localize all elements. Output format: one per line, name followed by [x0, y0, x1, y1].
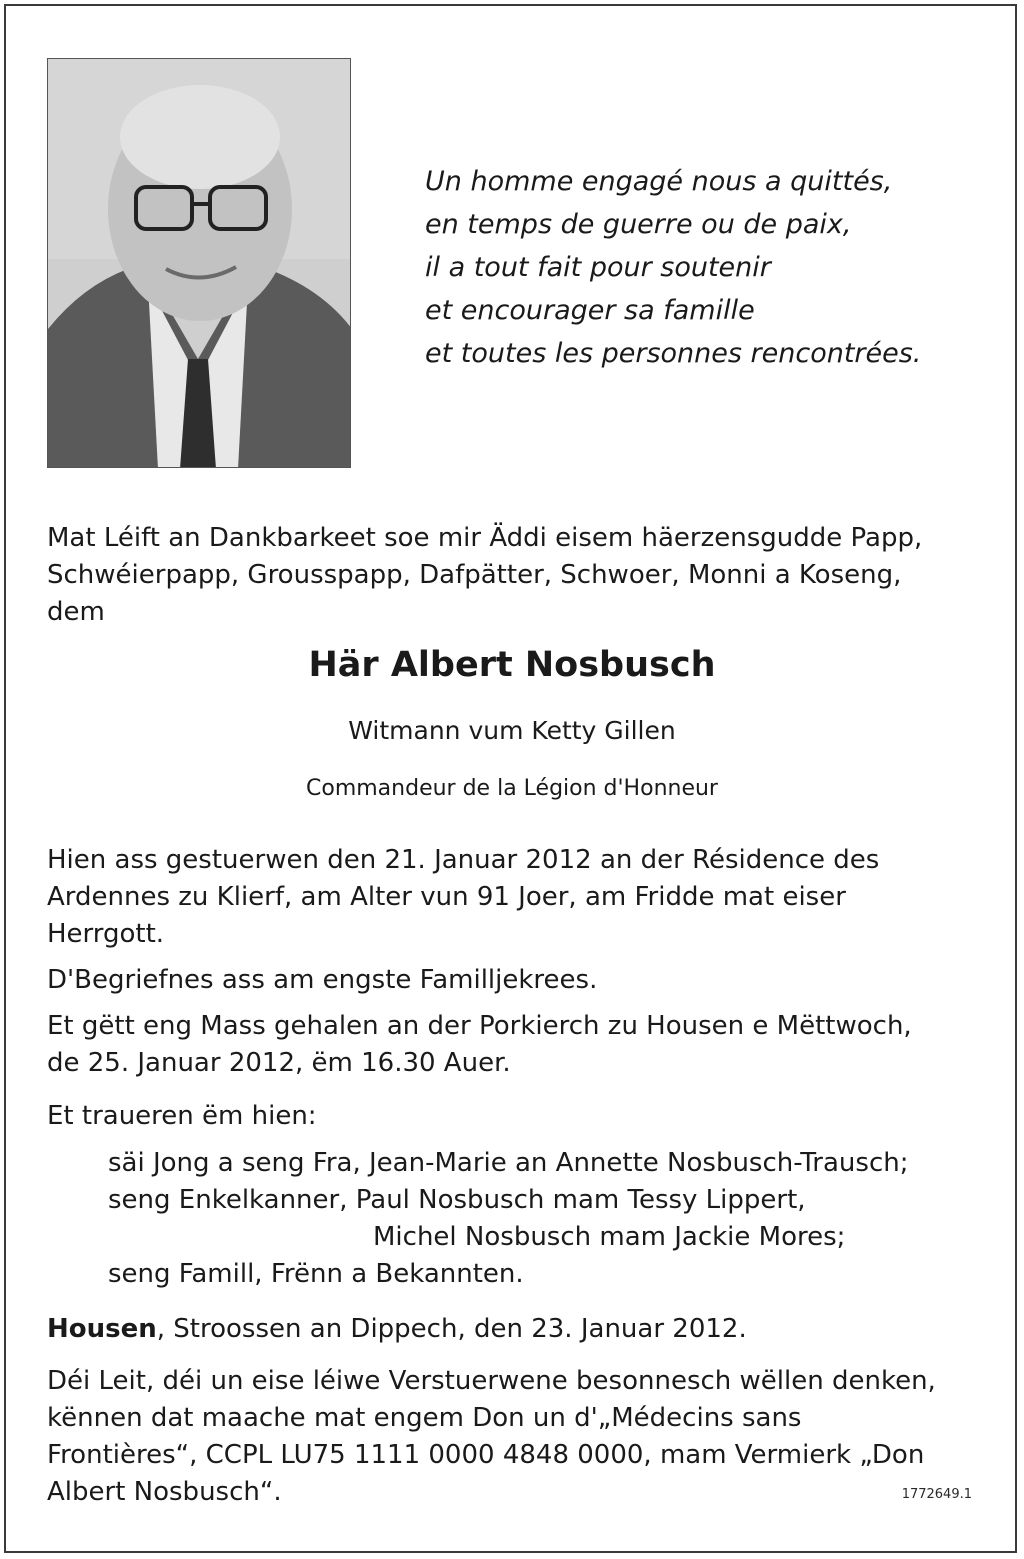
deceased-name: Här Albert Nosbusch	[308, 645, 716, 685]
mourning-intro	[47, 1098, 973, 1135]
donation-line: Déi Leit, déi un eise léiwe Verstuerwene besonnesch wëllen denken,	[47, 1366, 936, 1396]
donation-line: kënnen dat maache mat engem Don un d'„Médecins sans	[47, 1403, 802, 1433]
reference-number: 1772649.1	[901, 1487, 972, 1502]
poem-quote	[425, 160, 985, 375]
deceased-subtitle: Witmann vum Ketty Gillen	[348, 716, 676, 745]
death-paragraph	[47, 842, 973, 953]
burial-paragraph	[47, 962, 973, 999]
deceased-honour: Commandeur de la Légion d'Honneur	[306, 776, 718, 801]
donation-paragraph	[47, 1363, 973, 1511]
mass-paragraph	[47, 1008, 973, 1082]
mourner-line: seng Enkelkanner, Paul Nosbusch mam Tessy Lippert,	[108, 1185, 806, 1215]
mass-line: Et gëtt eng Mass gehalen an der Porkierch zu Housen e Mëttwoch,	[47, 1011, 912, 1041]
mourning-intro-line: Et traueren ëm hien:	[47, 1101, 317, 1131]
intro-line: dem	[47, 597, 105, 627]
portrait-photo	[47, 58, 351, 468]
intro-paragraph	[47, 520, 973, 631]
mourner-line: Michel Nosbusch mam Jackie Mores;	[373, 1222, 846, 1252]
intro-line: Mat Léift an Dankbarkeet soe mir Äddi eisem häerzensgudde Papp,	[47, 523, 923, 553]
intro-line: Schwéierpapp, Grousspapp, Dafpätter, Schwoer, Monni a Koseng,	[47, 560, 902, 590]
poem-line: et encourager sa famille	[425, 295, 755, 326]
poem-line: et toutes les personnes rencontrées.	[425, 338, 922, 369]
mourners-list	[108, 1145, 988, 1293]
mourner-line: säi Jong a seng Fra, Jean-Marie an Annette Nosbusch-Trausch;	[108, 1148, 909, 1178]
death-line: Hien ass gestuerwen den 21. Januar 2012 an der Résidence des	[47, 845, 880, 875]
death-line: Herrgott.	[47, 919, 165, 949]
place-rest: , Stroossen an Dippech, den 23. Januar 2012.	[156, 1314, 747, 1344]
donation-line: Albert Nosbusch“.	[47, 1477, 282, 1507]
poem-line: il a tout fait pour soutenir	[425, 252, 771, 283]
mass-line: de 25. Januar 2012, ëm 16.30 Auer.	[47, 1048, 511, 1078]
mourner-line: seng Famill, Frënn a Bekannten.	[108, 1259, 524, 1289]
poem-line: en temps de guerre ou de paix,	[425, 209, 852, 240]
place-town: Housen	[47, 1314, 157, 1344]
place-date	[47, 1311, 973, 1348]
death-line: Ardennes zu Klierf, am Alter vun 91 Joer, am Fridde mat eiser	[47, 882, 846, 912]
donation-line: Frontières“, CCPL LU75 1111 0000 4848 0000, mam Vermierk „Don	[47, 1440, 925, 1470]
poem-line: Un homme engagé nous a quittés,	[425, 166, 893, 197]
burial-line: D'Begriefnes ass am engste Familljekrees.	[47, 965, 598, 995]
